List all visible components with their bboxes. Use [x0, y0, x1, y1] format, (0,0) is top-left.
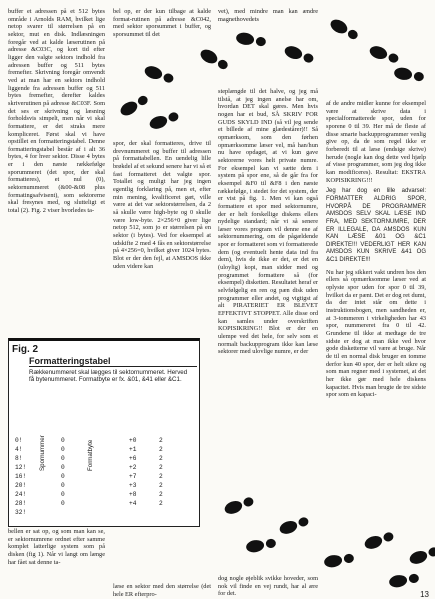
figure-label: Fig. 2: [12, 344, 39, 355]
row-index: 0!: [15, 437, 23, 444]
paragraph: bel op, er der kun tilbage at kalde format-rutinen på adresse &C042, med sektor sporsummet i buffer, og sporsummet til det: [113, 8, 211, 38]
footprint-icon: [393, 66, 425, 83]
row-size: 2: [159, 491, 163, 498]
row-zero: 0: [61, 482, 65, 489]
row-offset: +0: [129, 437, 137, 444]
footprint-icon: [198, 47, 230, 72]
footprint-icon: [148, 110, 180, 132]
footprint-icon: [388, 572, 420, 589]
page-number: 13: [420, 590, 429, 599]
footprint-icon: [235, 31, 267, 48]
footprint-icon: [143, 64, 175, 86]
footprint-icon: [408, 545, 435, 567]
row-offset: +3: [129, 482, 137, 489]
figure-title: Formatteringstabel: [29, 356, 197, 367]
row-zero: 0: [61, 437, 65, 444]
header-spornummer: Spornummer: [39, 435, 46, 471]
row-size: 2: [159, 437, 163, 444]
row-size: 2: [159, 464, 163, 471]
paragraph: steplængde til det halve, og jeg må tilstå, at jeg ingen anelse har om, hvordan DET skal gøres. Men hvis nogen har et bud, SÅ SKRIV FOR GUDS SKYLD IND (så vil jeg sende et billede af mine glædestårer)!! Så opmærksom, som den førhen opmærksomme læser vel, må han/hun nu have opdaget, at vi kun gave sektorerne vores helt private numre. For eksempel kan vi sætte dem i system på spor ene, så de går fra for eksempel &F0 til &F8 i den næste rækkefølge, i stedet for det system, der er vist på fig. 1. Men vi kan også formattere et spor med sektornumre, der er helt forskellige diskens ellers nydelige standard; når vi så senere læser vores program vil denne ene af sektornummering, om de pågældende spor er formatteret som vi formatterede dem (og eventuelt hente data ind fra dem), hvis de ikke er det, er det en (uloylig) kopi, man sidder med og programmet formattere så (for eksempel) disketten. Resultatet heraf er selvfølgelig en ren og pæn disk uden programmer eller andet, og vigtigst af alt PIRATERIET ER BLEVET EFFEKTIVT STOPPET. Alle disse ord kan samles under overskriften KOPISIKRING!! Blot er der en ulempe ved det hele, for selv som et normalt backupprogram ikke kan læse sektorer med ulovlige numre, er der: [218, 88, 318, 356]
paragraph: vet), med mindre man kan ændre magnethovedets: [218, 8, 318, 23]
row-index: 24!: [15, 491, 27, 498]
row-zero: 0: [61, 491, 65, 498]
paragraph: Nu har jeg sikkert vakt undren hos den ellers så opmærksomme læser ved at oplyste spor uden for spor 0 til 39, hvilket da er pænt. Det er dog ret dumt, da der intet står om dette i instruktionsbogen, men sandheden er, at 3-tommeren i virkeligheden har 43 spor, nummereret fra 0 til 42. Grundene til ikke at medtage de tre sidste er dog at man ikke ved hvor gode disketterne vil være at bruge. Når de til en normal disk bruger en tomme derfor kun 40 spor, der er helt sikre og som man regner med i systemet, at det her ikke gør med hele diskens kapacitet. Hvis man brugte de tre sidste spor som en kapaci-: [326, 268, 426, 399]
footprint-icon: [368, 44, 400, 66]
header-formatbyte: Formatbyte: [87, 439, 94, 471]
figure-description: Rækkenummeret skal lægges til sektornummeret. Herved få bytenummeret. Formatbyte er fx. &01, &41 eller &C1.: [29, 369, 188, 383]
row-offset: +8: [129, 491, 137, 498]
row-size: 2: [159, 455, 163, 462]
paragraph: spor, der skal formatteres, drive til drevnummeret og buffer til adressen på formattabellen. En uendelig lille brøkdel af et sekund senere har vi så et fast formatteret det valgte spor. Totallet og muligt har jeg ingen egentlig forklaring på, men et, efter min mening, kvalificeret gæt, ville være at det var sektorstørrelsen, da 2 så skulle være high-byte og 0 skulle være low-byte. 2×256+0 giver lige netop 512, som jo er størrelsen på en sektor (i bytes). Ved for eksempel at udskifte 2 med 4 fås en sektorstørrelse på 4×256=0, hvilket giver 1024 bytes. Blot er der den fejl, at AMSDOS ikke uden videre kan: [113, 140, 211, 270]
row-size: 2: [159, 500, 163, 507]
footprint-icon: [328, 17, 360, 42]
footprint-icon: [323, 552, 355, 569]
row-index: 12!: [15, 464, 27, 471]
row-offset: +4: [129, 500, 137, 507]
row-offset: +1: [129, 446, 137, 453]
row-zero: 0: [61, 446, 65, 453]
footprint-icon: [278, 515, 310, 537]
row-offset: +2: [129, 464, 137, 471]
paragraph: buffer et adressen på et 512 bytes område i Arnolds RAM, hvilket lige netop svarer til størrelsen på en sektor, mut en disk. Indlæsningen foregår ved at kalde læserutinen på adresse &C03C, og kort tid efter ligger den valgte sektors indhold fra adressen buffer og 511 bytes fremefter. Skrivning foregår omvendt ved at man har en sektors indhold liggende fra adressen buffer og 511 bytes fremefter, derefter kaldes skriverutinen på adresse &C03F. Som det ses er skrivning og læsning forholdsvis simpelt, men når vi skal formattere, er det straks mere kompliceret. Først skal vi have opstillet en formatteringstabel. Denne formatteringstabel består af i alt 36 bytes, 4 for hver sektor. Disse 4 bytes er i den næste rækkefølge sporummeret (det spor, der skal formatteres), et nul (0), sektornummeret (&00-&08 plus formatingsafvisent), som sektorerne skal fresynes med, og slutteligt et total (2). Fig. 2 viser hvorledes ta-: [8, 8, 105, 215]
row-zero: 0: [61, 464, 65, 471]
row-size: 2: [159, 482, 163, 489]
row-zero: 0: [61, 500, 65, 507]
row-offset: +7: [129, 473, 137, 480]
footprint-icon: [363, 530, 395, 552]
row-index: 32!: [15, 509, 27, 516]
footprint-icon: [118, 93, 150, 118]
footprint-icon: [283, 44, 315, 66]
paragraph: læse en sektor med den størrelse (det hele ER efterpro-: [113, 583, 211, 598]
row-size: 2: [159, 473, 163, 480]
row-index: 16!: [15, 473, 27, 480]
row-offset: +6: [129, 455, 137, 462]
paragraph: dog nogle øjeblik svikke hoveder, som nok vil finde en vej rundt, har al ære for det.: [218, 575, 318, 598]
row-zero: 0: [61, 455, 65, 462]
row-zero: 0: [61, 473, 65, 480]
row-index: 20!: [15, 482, 27, 489]
row-index: 8!: [15, 455, 23, 462]
footprint-icon: [223, 495, 255, 517]
row-size: 2: [159, 446, 163, 453]
warning-paragraph: Jeg har dog en lille advarsel: FORMATTER ALDRIG SPOR, HVORPÅ DE PROGRAMMER AMSDOS SELV SKAL LÆSE IND FRA, MED SEKTORNUMRE, DER ER ILLEGALE, DA AMSDOS KUN KAN LÆSE &01 OG &C1 DIREKTE!!! VEDERLIGT HER KAN AMSDOS KUN SKRIVE &41 OG &C1 DIREKTE!!!: [326, 188, 426, 264]
paragraph: af de andre midler kunne for eksempel være at skrive data i specialformatterede spor, uden for sporene 0 til 39. Her må de fleste af disse smarte backupprogrammer venlig give op, da de som regel ikke er forberedt til at læse (endsige skrive) herude (nogle kan dog dette ved hjælp af visse programmer, som jeg dog ikke kan modificeres). Resultat: EKSTRA KOPISIKRING!!!: [326, 100, 426, 184]
row-index: 4!: [15, 446, 23, 453]
paragraph: bellen er sat op, og som man kan se, er sektornumrene ordnet efter samme komplet latterlige system som på disken (fig 1). Når vi langt om længe har fået sat denne ta-: [8, 528, 105, 566]
footprint-icon: [245, 537, 277, 554]
row-index: 28!: [15, 500, 27, 507]
